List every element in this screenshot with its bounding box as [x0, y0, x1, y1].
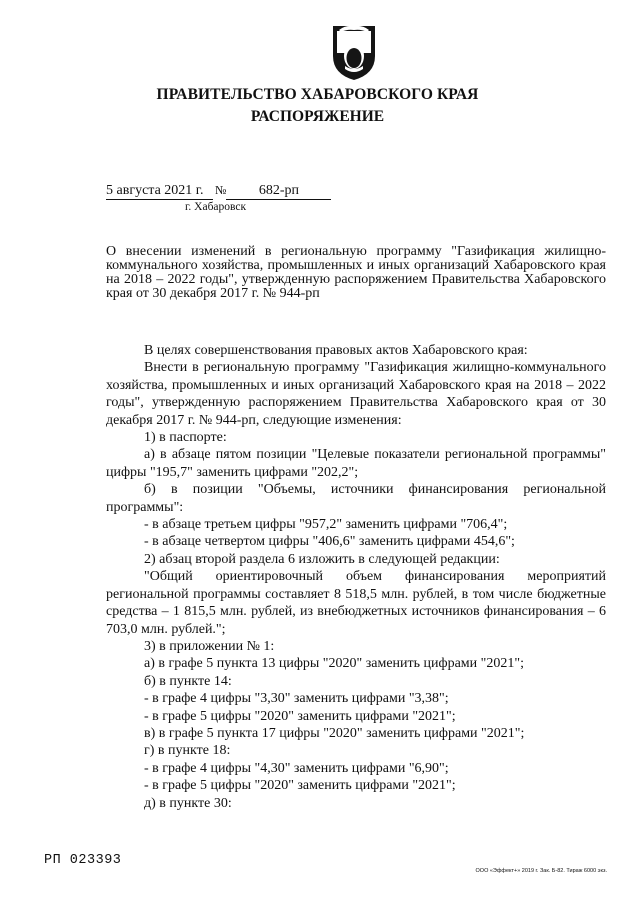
document-type: РАСПОРЯЖЕНИЕ — [250, 108, 385, 125]
body-paragraph: в) в графе 5 пункта 17 цифры "2020" заменить цифрами "2021"; — [144, 725, 525, 741]
body-paragraph: - в графе 4 цифры "4,30" заменить цифрами "6,90"; — [144, 760, 449, 776]
form-serial-number: РП 023393 — [44, 853, 122, 868]
body-paragraph: г) в пункте 18: — [144, 743, 231, 759]
body-paragraph: "Общий ориентировочный объем финансирования мероприятий региональной программы составляет 8 518,5 млн. рублей, в том числе бюджетные средства – 1 815,5 млн. рублей, из внебюджетных источников финансирования – 6 703,0 млн. рублей."; — [106, 569, 606, 637]
document-subject: О внесении изменений в региональную программу "Газификация жилищно-коммунального хозяйства, промышленных и иных организаций Хабаровского края на 2018 – 2022 годы", утвержденную распоряжением Правительства Хабаровского края от 30 декабря 2017 г. № 944-рп — [106, 244, 606, 301]
khabarovsk-coat-of-arms-icon — [331, 22, 377, 82]
document-number: 682-рп — [226, 183, 331, 200]
body-paragraph: а) в абзаце пятом позиции "Целевые показатели региональной программы" цифры "195,7" заменить цифрами "202,2"; — [106, 447, 606, 480]
body-paragraph: 3) в приложении № 1: — [144, 638, 275, 654]
document-body — [106, 342, 606, 812]
body-paragraph: б) в позиции "Объемы, источники финансирования региональной программы": — [106, 482, 606, 515]
body-paragraph: Внести в региональную программу "Газификация жилищно-коммунального хозяйства, промышленных и иных организаций Хабаровского края на 2018 – 2022 годы", утвержденную распоряжением Правительства Хабаровского края от 30 декабря 2017 г. № 944-рп, следующие изменения: — [106, 360, 606, 428]
print-imprint: ООО «Эффект+» 2019 г. Зак. Б-82. Тираж 6000 экз. — [475, 868, 607, 874]
body-paragraph: 1) в паспорте: — [144, 430, 227, 446]
body-paragraph: - в графе 5 цифры "2020" заменить цифрами "2021"; — [144, 708, 456, 724]
body-intro: В целях совершенствования правовых актов Хабаровского края: — [144, 343, 528, 358]
body-paragraph: б) в пункте 14: — [144, 673, 232, 689]
body-paragraph: д) в пункте 30: — [144, 795, 232, 811]
date-number-line — [106, 183, 331, 200]
body-paragraph: 2) абзац второй раздела 6 изложить в следующей редакции: — [144, 551, 500, 567]
government-title: ПРАВИТЕЛЬСТВО ХАБАРОВСКОГО КРАЯ — [156, 86, 479, 103]
body-paragraph: - в абзаце третьем цифры "957,2" заменить цифрами "706,4"; — [144, 517, 508, 533]
body-paragraph: - в графе 4 цифры "3,30" заменить цифрами "3,38"; — [144, 691, 449, 707]
number-sign: № — [215, 183, 227, 197]
body-paragraph: а) в графе 5 пункта 13 цифры "2020" заменить цифрами "2021"; — [144, 656, 524, 672]
document-date: 5 августа 2021 г. — [106, 183, 213, 200]
body-paragraph: - в абзаце четвертом цифры "406,6" заменить цифрами 454,6"; — [144, 534, 515, 550]
document-city: г. Хабаровск — [185, 201, 247, 213]
body-paragraph: - в графе 5 цифры "2020" заменить цифрами "2021"; — [144, 778, 456, 794]
